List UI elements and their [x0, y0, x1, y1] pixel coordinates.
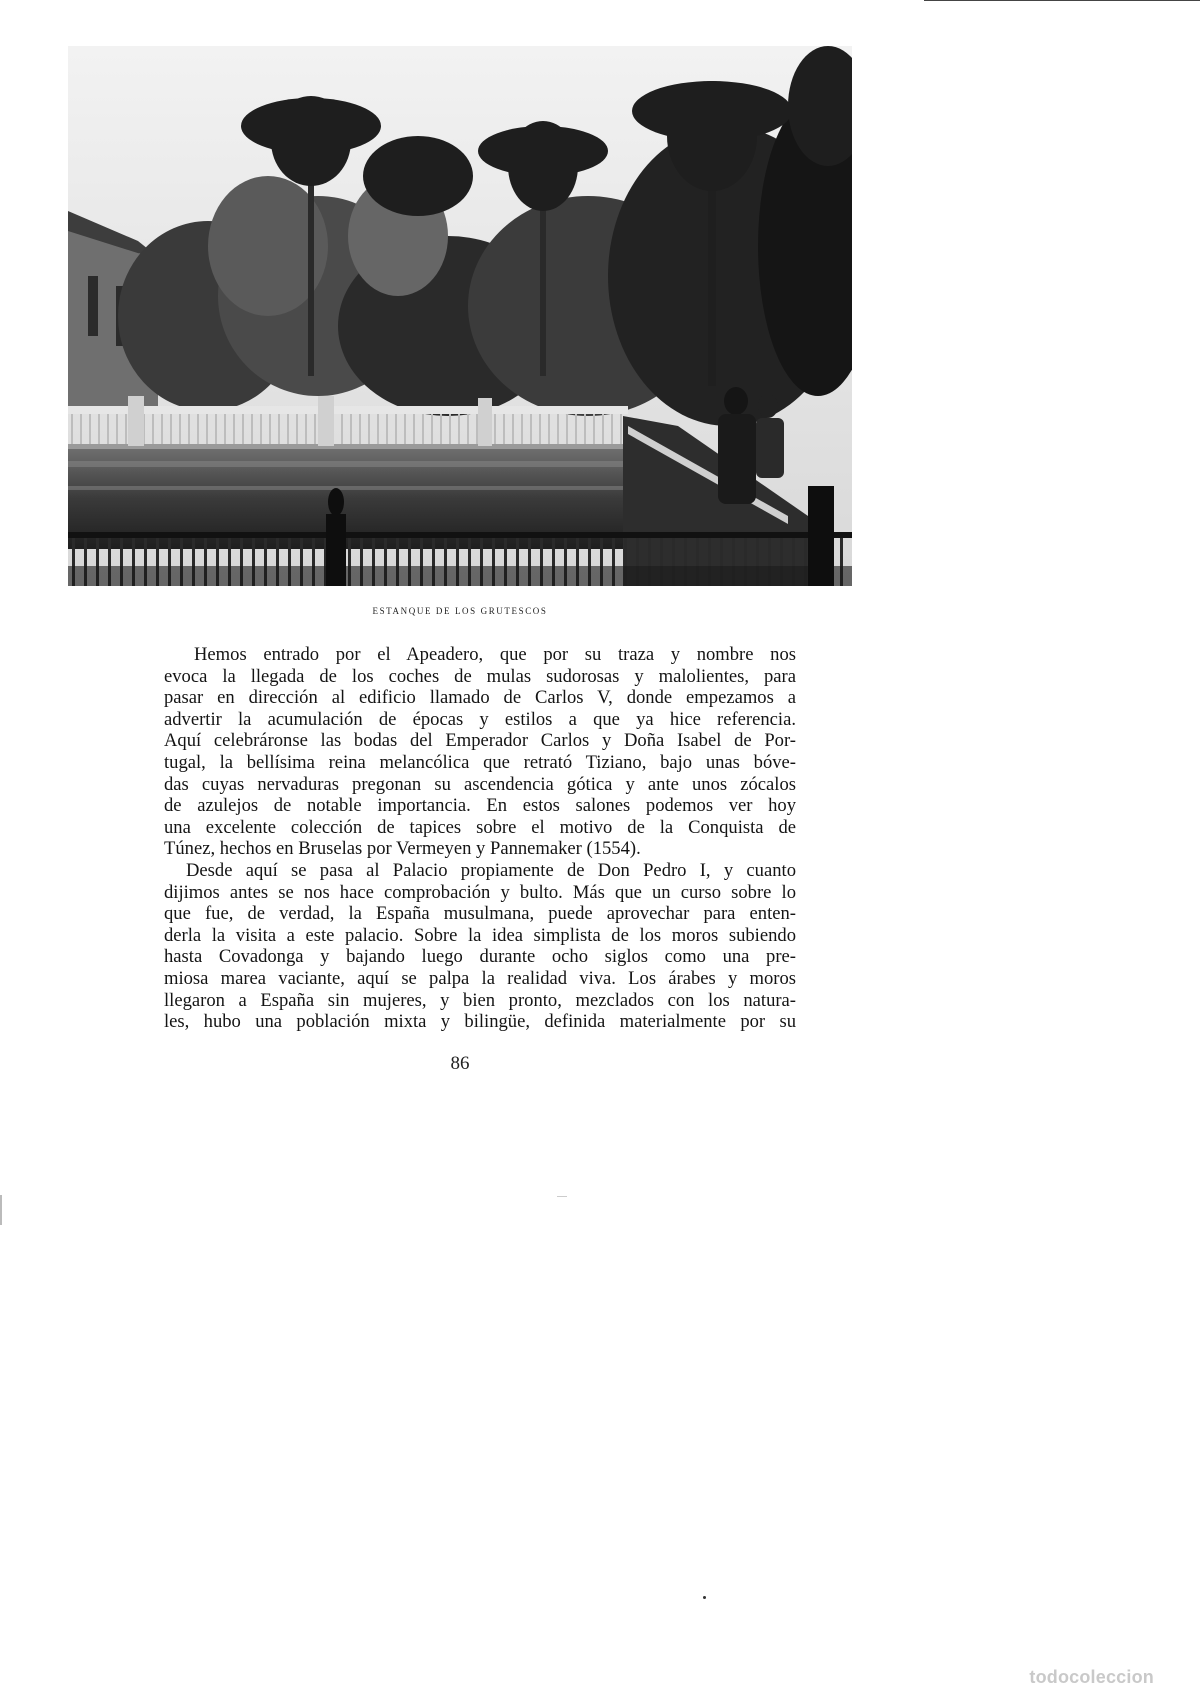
figure-caption: ESTANQUE DE LOS GRUTESCOS [372, 606, 548, 616]
text-line: derla la visita a este palacio. Sobre la idea simplista de los moros subiendo [164, 924, 796, 946]
garden-pond-photo [68, 46, 852, 586]
watermark: todocoleccion [1029, 1667, 1154, 1687]
scan-speck [703, 1596, 706, 1599]
text-line: miosa marea vaciante, aquí se palpa la realidad viva. Los árabes y moros [164, 967, 796, 989]
text-line: advertir la acumulación de épocas y estilos a que ya hice referencia. [164, 708, 796, 730]
text-line: evoca la llegada de los coches de mulas sudorosas y malolientes, para [164, 665, 796, 687]
text-line: dijimos antes se nos hace comprobación y bulto. Más que un curso sobre lo [164, 881, 796, 903]
text-line: pasar en dirección al edificio llamado de Carlos V, donde empezamos a [164, 687, 796, 709]
text-line: hasta Covadonga y bajando luego durante ocho siglos como una pre- [164, 946, 796, 968]
scan-edge [0, 1195, 2, 1225]
body-text [164, 644, 796, 1033]
text-line: Túnez, hechos en Bruselas por Vermeyen y Pannemaker (1554). [164, 838, 641, 860]
text-line: de azulejos de notable importancia. En estos salones podemos ver hoy [164, 795, 796, 817]
scan-edge [924, 0, 1200, 1]
text-line: Hemos entrado por el Apeadero, que por su traza y nombre nos [194, 644, 796, 665]
text-line: Desde aquí se pasa al Palacio propiamente de Don Pedro I, y cuanto [186, 859, 796, 881]
text-line: das cuyas nervaduras pregonan su ascendencia gótica y ante unos zócalos [164, 773, 796, 795]
scan-speck [557, 1196, 567, 1197]
text-line: llegaron a España sin mujeres, y bien pronto, mezclados con los natura- [164, 989, 796, 1011]
text-line: les, hubo una población mixta y bilingüe, definida materialmente por su [164, 1011, 796, 1033]
text-line: una excelente colección de tapices sobre el motivo de la Conquista de [164, 816, 796, 838]
text-line: Aquí celebráronse las bodas del Emperador Carlos y Doña Isabel de Por- [164, 730, 796, 752]
page-number: 86 [450, 1053, 470, 1074]
text-line: tugal, la bellísima reina melancólica que retrató Tiziano, bajo unas bóve- [164, 751, 796, 773]
text-line: que fue, de verdad, la España musulmana, puede aprovechar para enten- [164, 903, 796, 925]
